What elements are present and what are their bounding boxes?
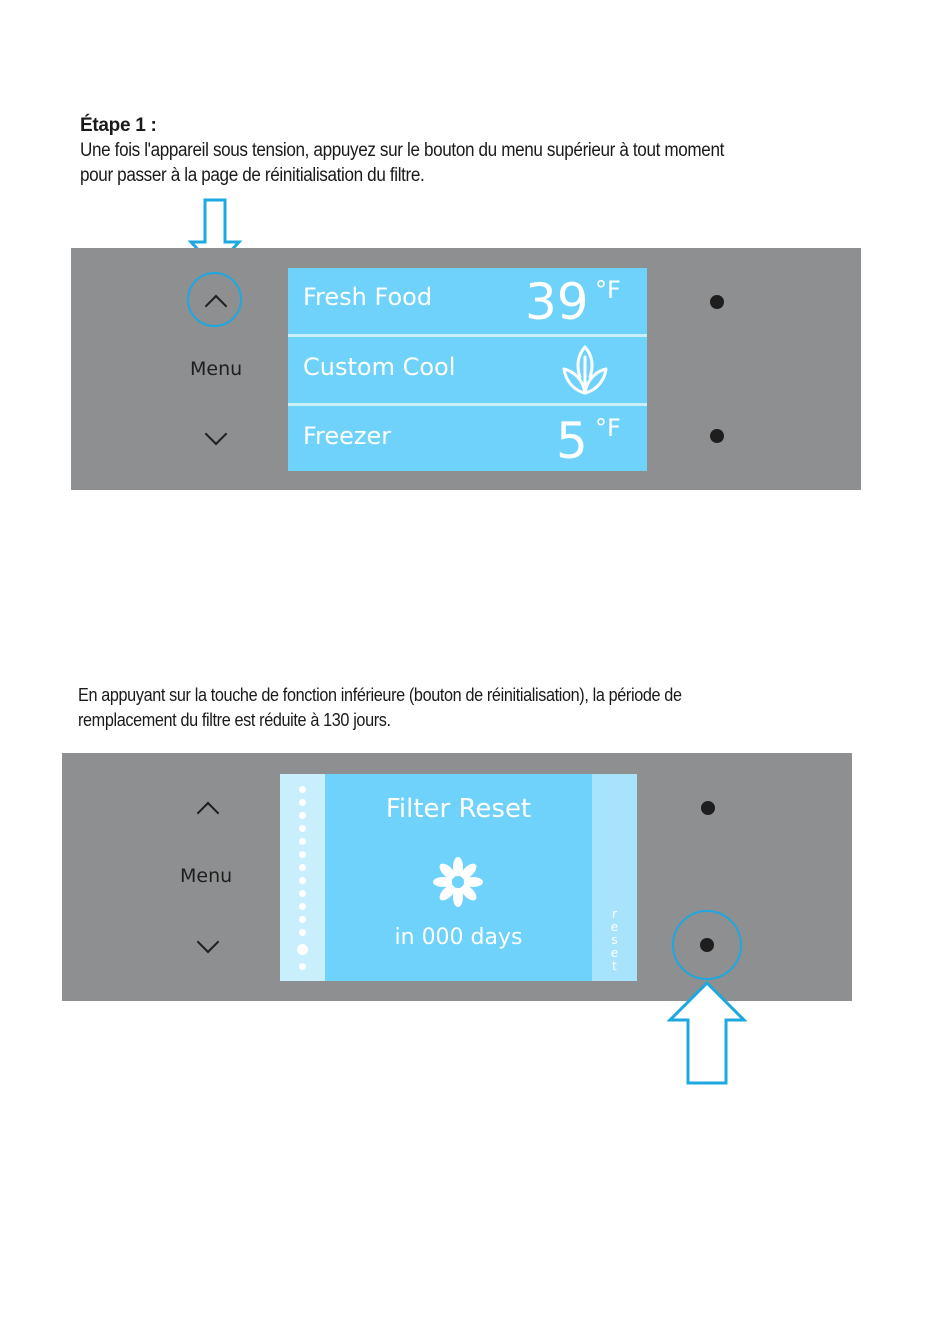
freezer-temp: 5	[556, 412, 588, 470]
freezer-label: Freezer	[303, 422, 392, 450]
bottom-function-button[interactable]	[710, 429, 724, 443]
fresh-food-row	[288, 268, 647, 334]
filter-reset-main	[325, 774, 592, 981]
freezer-row	[288, 406, 647, 471]
reset-sidebar	[592, 774, 637, 981]
reset-letter: s	[611, 933, 618, 947]
reset-letter: e	[610, 946, 619, 960]
leaf-icon	[558, 343, 612, 397]
reset-letter: e	[610, 920, 619, 934]
reset-button[interactable]	[700, 938, 714, 952]
reset-letter: t	[612, 959, 617, 973]
step-title: Étape 1 :	[80, 115, 157, 136]
up-arrow-callout-icon	[667, 980, 747, 1086]
filter-reset-title: Filter Reset	[385, 794, 532, 824]
step1-line1: Une fois l'appareil sous tension, appuyez sur le bouton du menu supérieur à tout moment	[80, 140, 725, 161]
custom-cool-row	[288, 337, 647, 403]
step1-instructions	[80, 138, 724, 188]
filter-reset-display	[280, 774, 637, 981]
freezer-unit: °F	[595, 414, 621, 442]
custom-cool-label: Custom Cool	[303, 353, 456, 381]
step2-line2: remplacement du filtre est réduite à 130 jours.	[78, 710, 391, 730]
reset-letter: r	[612, 907, 617, 921]
step2-line1: En appuyant sur la touche de fonction inférieure (bouton de réinitialisation), la période de	[78, 685, 682, 705]
step2-instructions	[78, 683, 682, 733]
menu-label-2: Menu	[180, 865, 233, 887]
filter-icon	[431, 855, 485, 909]
step1-line2: pour passer à la page de réinitialisation du filtre.	[80, 165, 425, 186]
fresh-food-temp: 39	[525, 273, 589, 331]
top-function-button[interactable]	[710, 295, 724, 309]
menu-label: Menu	[190, 358, 243, 380]
fresh-food-unit: °F	[595, 276, 621, 304]
days-remaining: in 000 days	[394, 925, 523, 950]
fresh-food-label: Fresh Food	[303, 283, 433, 311]
temperature-display	[288, 268, 647, 471]
top-function-button-2[interactable]	[701, 801, 715, 815]
